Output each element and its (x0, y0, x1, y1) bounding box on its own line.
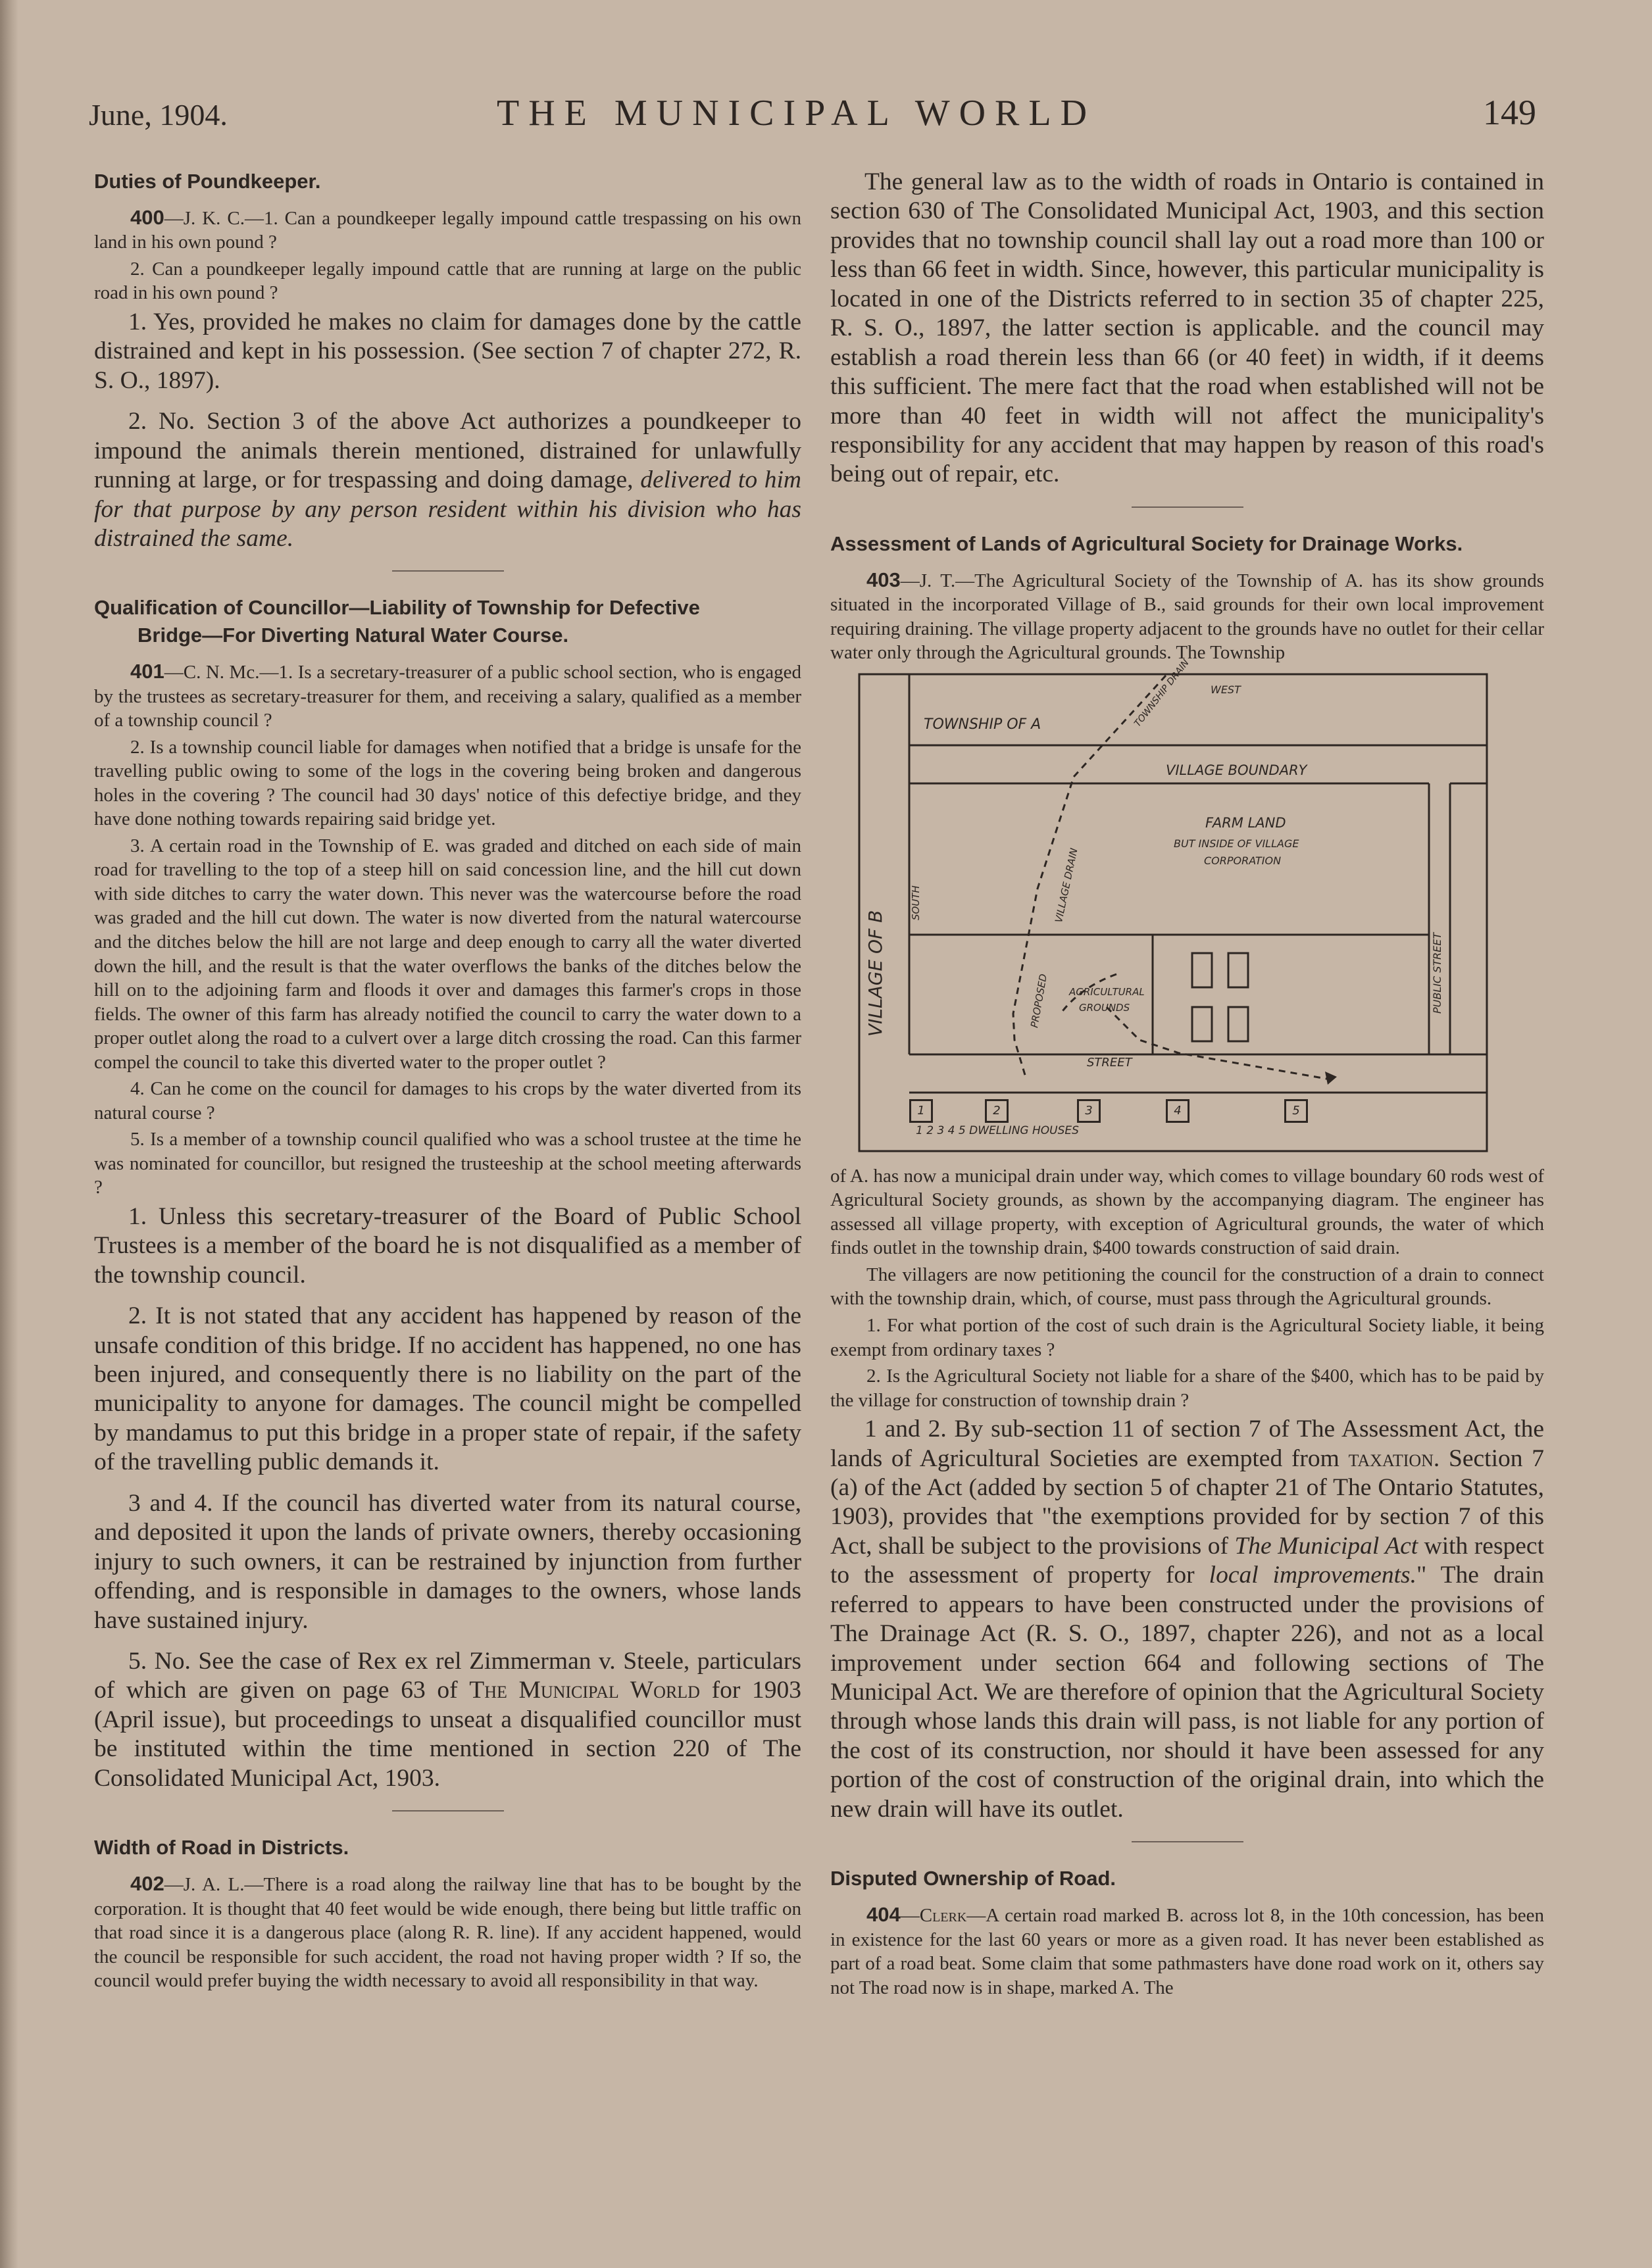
section-divider (1132, 1841, 1243, 1842)
label-township: TOWNSHIP OF A (924, 716, 1041, 733)
question-400-2: 2. Can a poundkeeper legally impound cattle that are running at large on the public road in his own pound ? (94, 258, 801, 304)
label-farm-inside: BUT INSIDE OF VILLAGE (1174, 837, 1299, 850)
question-403-2: The villagers are now petitioning the council for the construction of a drain to connect with the township drain, which, of course, must pass through the Agricultural grounds. (830, 1264, 1544, 1310)
question-401-1: 401—C. N. Mc.—1. Is a secretary-treasurer of a public school section, who is engaged by the trustees as secretary-treasurer for them, and receiving a salary, qualified as a member of a township council ? (94, 660, 801, 731)
label-grounds: GROUNDS (1079, 1001, 1130, 1014)
label-proposed: PROPOSED (1028, 973, 1050, 1029)
house-3: 3 (1077, 1099, 1101, 1123)
left-column (94, 168, 801, 1996)
label-dwelling-houses: 1 2 3 4 5 DWELLING HOUSES (916, 1123, 1079, 1137)
question-number: 404 (866, 1903, 901, 1927)
answer-401-5: 5. No. See the case of Rex ex rel Zimmerman v. Steele, particulars of which are given on page 63 of The Municipal World for 1903 (April issue), but proceedings to unseat a disqualified councillor must be instituted within the time mentioned in section 220 of The Consolidated Municipal Act, 1903. (94, 1647, 801, 1792)
label-public-street: PUBLIC STREET (1431, 932, 1443, 1014)
building-2 (1228, 953, 1248, 987)
label-farm-corporation: CORPORATION (1204, 854, 1282, 867)
answer-401-34: 3 and 4. If the council has diverted water from its natural course, and deposited it upon the lands of private owners, thereby occasioning injury to such owners, it can be restrained by injunction from further offending, and is responsible in damages to the owners, whose lands have sustained injury. (94, 1489, 801, 1634)
building-1 (1192, 953, 1212, 987)
diagram-lines (857, 672, 1491, 1154)
building-4 (1228, 1007, 1248, 1041)
label-village-of-b: VILLAGE OF B (864, 910, 886, 1037)
page-gutter-shadow (0, 0, 18, 2268)
section-divider (1132, 506, 1243, 508)
question-401-5: 5. Is a member of a township council qualified who was a school trustee at the time he was nominated for councillor, but resigned the trusteeship at the school meeting afterwards ? (94, 1129, 801, 1198)
question-403-4: 2. Is the Agricultural Society not liable for a share of the $400, which has to be paid by the village for construction of township drain ? (830, 1366, 1544, 1411)
answer-403: 1 and 2. By sub-section 11 of section 7 of The Assessment Act, the lands of Agricultural Societies are exempted from taxation. Section 7 (a) of the Act (added by section 5 of chapter 21 of The Ontario Statutes, 1903), provides that "the exemptions provided for by section 7 of this Act, shall be subject to the provisions of The Municipal Act with respect to the assessment of property for local improvements." The drain referred to appears to have been constructed under the provisions of The Drainage Act (R. S. O., 1897, chapter 226), and not as a local improvement under section 664 and following sections of The Municipal Act. We are therefore of opinion that the Agricultural Society through whose lands this drain will pass, is not liable for any portion of the cost of its construction, nor should it have been assessed for any portion of the cost of construction of the original drain, into which the new drain will have its outlet. (830, 1416, 1544, 1823)
section-divider (392, 570, 504, 572)
question-number: 401 (130, 660, 164, 683)
question-400-1: 400—J. K. C.—1. Can a poundkeeper legally impound cattle trespassing on his own land in his own pound ? (94, 205, 801, 253)
grounds-drain-2 (1107, 1007, 1330, 1079)
label-west: WEST (1211, 683, 1241, 696)
section-divider (392, 1810, 504, 1812)
answer-400-1: 1. Yes, provided he makes no claim for damages done by the cattle distrained and kept in his possession. (See section 7 of chapter 272, R. S. O., 1897). (94, 308, 801, 394)
building-3 (1192, 1007, 1212, 1041)
heading-poundkeeper: Duties of Poundkeeper. (94, 170, 321, 193)
question-403-1b: of A. has now a municipal drain under way, which comes to village boundary 60 rods west of Agricultural Society grounds, as shown by the accompanying diagram. The engineer has assessed all village property, with exception of Agricultural grounds, the water of which finds outlet in the township drain, $400 towards construction of said drain. (830, 1165, 1544, 1259)
publication-title: THE MUNICIPAL WORLD (497, 93, 1097, 134)
question-404: 404—Clerk—A certain road marked B. across lot 8, in the 10th concession, has been in existence for the last 60 years or more as a given road. It has never been established as part of a road beat. Some claim that some pathmasters have done road work on it, others say not The road now is in shape, marked A. The (830, 1903, 1544, 1998)
label-township-drain: TOWNSHIP DRAIN (1132, 657, 1191, 729)
question-401-2: 2. Is a township council liable for damages when notified that a bridge is unsafe for the travelling public owing to some of the logs in the covering being broken and dangerous holes in the covering ? The council had 30 days' notice of this defectiye bridge, and they have done nothing towards repairing said bridge yet. (94, 736, 801, 830)
heading-width-of-road: Width of Road in Districts. (94, 1836, 349, 1860)
question-402: 402—J. A. L.—There is a road along the railway line that has to be bought by the corporation. It is thought that 40 feet would be wide enough, there being but little traffic on that road since it is a dangerous place (along R. R. line). If any accident happened, would the council be responsible for such accident, the road not having proper width ? If so, the council would prefer buying the width necessary to avoid all responsibility in that way. (94, 1872, 801, 1992)
page-header (89, 86, 1536, 145)
heading-disputed-ownership: Disputed Ownership of Road. (830, 1867, 1116, 1890)
heading-qualification: Qualification of Councillor—Liability of Township for Defective Bridge—For Diverting Natural Water Course. (94, 596, 700, 647)
label-agricultural: AGRICULTURAL (1069, 985, 1145, 998)
label-farm-land: FARM LAND (1205, 814, 1286, 831)
question-403-3: 1. For what portion of the cost of such drain is the Agricultural Society liable, it being exempt from ordinary taxes ? (830, 1314, 1544, 1360)
question-number: 400 (130, 205, 164, 229)
outlet-arrow (1325, 1072, 1337, 1085)
answer-400-2: 2. No. Section 3 of the above Act authorizes a poundkeeper to impound the animals therein mentioned, distrained for unlawfully running at large, or for trespassing and doing damage, delivered to him for that purpose by any person resident within his division who has distrained the same. (94, 408, 801, 553)
right-column (830, 168, 1544, 2002)
question-403-1a: 403—J. T.—The Agricultural Society of the Township of A. has its show grounds situated in the incorporated Village of B., said grounds for their own local improvement requiring draining. The village property adjacent to the grounds have no outlet for their cellar water only through the Agricultural grounds. The Township (830, 568, 1544, 664)
label-street: STREET (1087, 1055, 1132, 1070)
house-5: 5 (1284, 1099, 1308, 1123)
answer-401-2: 2. It is not stated that any accident has happened by reason of the unsafe condition of this bridge. If no accident has happened, no one has been injured, and consequently there is no liability on the part of the municipality to anyone for damages. The council might be compelled by mandamus to put this bridge in a proper state of repair, if the safety of the travelling public demands it. (94, 1302, 801, 1476)
house-4: 4 (1166, 1099, 1189, 1123)
question-401-4: 4. Can he come on the council for damages to his crops by the water diverted from its natural course ? (94, 1078, 801, 1123)
label-village-drain: VILLAGE DRAIN (1053, 847, 1080, 924)
label-village-boundary: VILLAGE BOUNDARY (1166, 762, 1307, 778)
question-number: 403 (866, 568, 901, 591)
drainage-diagram (857, 657, 1491, 1154)
page-number: 149 (1483, 93, 1536, 132)
question-401-3: 3. A certain road in the Township of E. was graded and ditched on each side of main road for travelling to the top of a steep hill on said concession line, and the hill cut down with side ditches to carry the water down. This never was the watercourse before the road was graded and the hill cut down. The water is now diverted from the natural watercourse and the ditches below the hill are not large and deep enough to carry all the water diverted down the hill, and the result is that the water overflows the banks of the ditches below the hill on to the adjoining farm and floods it over and damages this farmer's crops in those fields. The owner of this farm has already notified the council to carry the water down to a proper outlet along the road to a culvert over a large ditch crossing the road. Can this farmer compel the council to take this diverted water to the proper outlet ? (94, 835, 801, 1073)
house-1: 1 (909, 1099, 933, 1123)
heading-agricultural-society: Assessment of Lands of Agricultural Society for Drainage Works. (830, 531, 1463, 555)
label-south: SOUTH (910, 885, 922, 920)
issue-date: June, 1904. (89, 98, 228, 132)
house-2: 2 (985, 1099, 1009, 1123)
question-number: 402 (130, 1872, 164, 1895)
answer-402: The general law as to the width of roads in Ontario is contained in section 630 of The Consolidated Municipal Act, 1903, and this section provides that no township council shall lay out a road more than 100 or less than 66 feet in width. Since, however, this particular municipality is located in one of the Districts referred to in section 35 of chapter 225, R. S. O., 1897, the latter section is applicable. and the council may establish a road therein less than 66 (or 40 feet) in width, if it deems this sufficient. The mere fact that the road when established will not be more than 40 feet in width will not affect the municipality's responsibility for any accident that may happen by reason of this road's being out of repair, etc. (830, 168, 1544, 488)
answer-401-1: 1. Unless this secretary-treasurer of the Board of Public School Trustees is a member of the board he is not disqualified as a member of the township council. (94, 1202, 801, 1289)
